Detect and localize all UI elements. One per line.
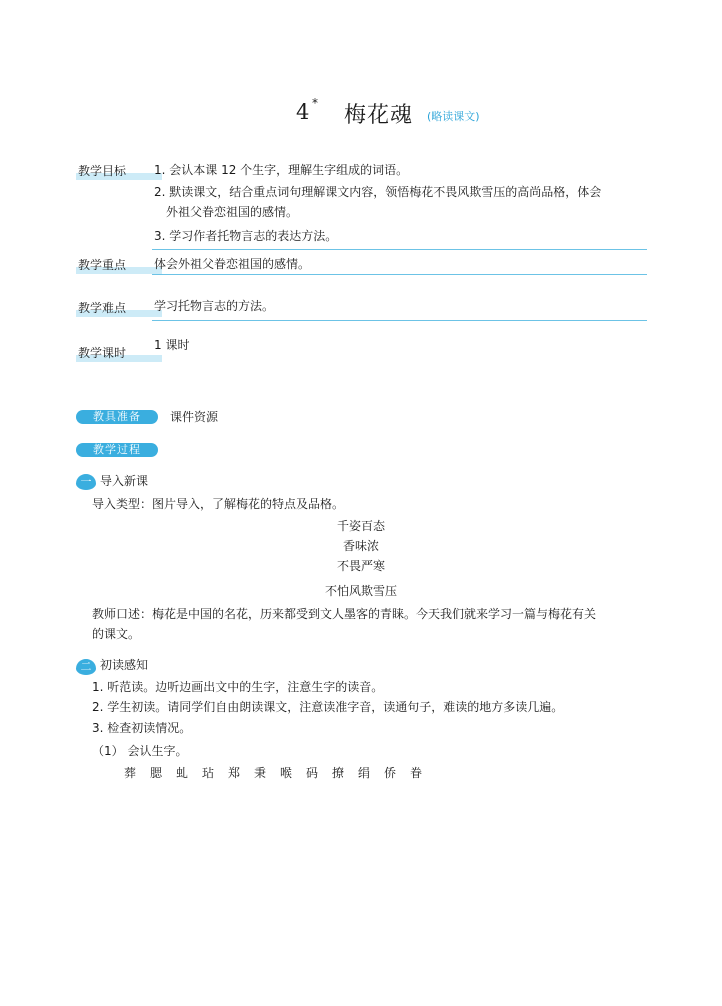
char-item: 喉 bbox=[280, 766, 293, 780]
step-2: 2. 学生初读。请同学们自由朗读课文，注意读准字音，读通句子，难读的地方多读几遍。 bbox=[92, 700, 564, 714]
center-line-3: 不畏严寒 bbox=[336, 559, 385, 573]
divider bbox=[152, 320, 647, 321]
step-1: 1. 听范读。边听边画出文中的生字，注意生字的读音。 bbox=[92, 680, 384, 694]
focus-label bbox=[76, 257, 162, 273]
center-line-2: 香味浓 bbox=[342, 539, 379, 553]
narration-line-2: 的课文。 bbox=[92, 627, 141, 641]
prep-pill: 教具准备 bbox=[76, 410, 158, 424]
hours-label bbox=[76, 345, 162, 361]
lesson-title: 梅花魂 bbox=[344, 103, 414, 128]
goal-item-3: 3. 学习作者托物言志的表达方法。 bbox=[154, 229, 338, 243]
hours-label-text: 教学课时 bbox=[78, 346, 127, 360]
lesson-number: 4 bbox=[296, 100, 310, 124]
center-line-1: 千姿百态 bbox=[336, 519, 385, 533]
char-item: 郑 bbox=[228, 766, 241, 780]
prep-text: 课件资源 bbox=[170, 410, 219, 424]
goal-item-2-cont: 外祖父眷恋祖国的感情。 bbox=[166, 205, 299, 219]
char-item: 眷 bbox=[410, 766, 423, 780]
hours-text: 1 课时 bbox=[154, 338, 190, 352]
narration-line-1: 教师口述：梅花是中国的名花，历来都受到文人墨客的青睐。今天我们就来学习一篇与梅花有关 bbox=[92, 607, 597, 621]
process-pill: 教学过程 bbox=[76, 443, 158, 457]
step-3: 3. 检查初读情况。 bbox=[92, 721, 192, 735]
char-item: 码 bbox=[306, 766, 319, 780]
goal-item-1: 1. 会认本课 12 个生字，理解生字组成的词语。 bbox=[154, 163, 409, 177]
goals-label bbox=[76, 163, 162, 179]
divider bbox=[152, 274, 647, 275]
char-item: 绢 bbox=[358, 766, 371, 780]
lesson-subtitle: (略读课文) bbox=[427, 110, 480, 123]
char-item: 侨 bbox=[384, 766, 397, 780]
part2-badge: 二 bbox=[76, 659, 96, 675]
focus-text: 体会外祖父眷恋祖国的感情。 bbox=[154, 257, 311, 271]
lesson-star: * bbox=[312, 96, 318, 110]
sub-step-1: （1） 会认生字。 bbox=[92, 744, 188, 758]
goal-item-2: 2. 默读课文，结合重点词句理解课文内容，领悟梅花不畏风欺雪压的高尚品格，体会 bbox=[154, 185, 602, 199]
goals-label-text: 教学目标 bbox=[78, 164, 127, 178]
char-item: 玷 bbox=[202, 766, 215, 780]
part1-badge: 一 bbox=[76, 474, 96, 490]
focus-label-text: 教学重点 bbox=[78, 258, 127, 272]
char-item: 秉 bbox=[254, 766, 267, 780]
divider bbox=[152, 249, 647, 250]
char-row bbox=[124, 763, 436, 783]
difficulty-label bbox=[76, 300, 162, 316]
center-line-4: 不怕风欺雪压 bbox=[324, 584, 397, 598]
char-item: 葬 bbox=[124, 766, 137, 780]
difficulty-label-text: 教学难点 bbox=[78, 301, 127, 315]
part2-heading: 初读感知 bbox=[100, 658, 149, 672]
difficulty-text: 学习托物言志的方法。 bbox=[154, 299, 275, 313]
char-item: 腮 bbox=[150, 766, 163, 780]
char-item: 虬 bbox=[176, 766, 189, 780]
part1-heading: 导入新课 bbox=[100, 474, 149, 488]
char-item: 撩 bbox=[332, 766, 345, 780]
part1-type-line: 导入类型：图片导入，了解梅花的特点及品格。 bbox=[92, 497, 345, 511]
